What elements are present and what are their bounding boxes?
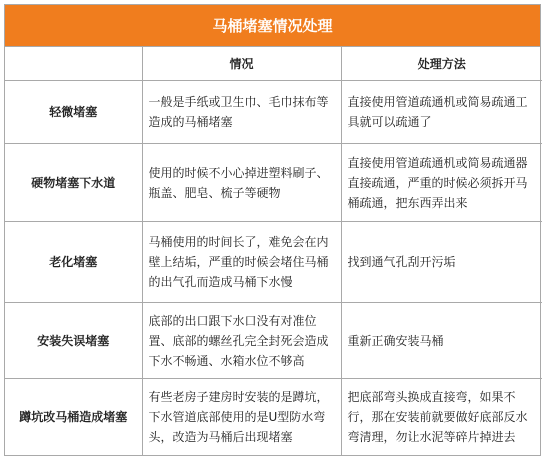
table-row bbox=[5, 81, 542, 144]
row-situation: 使用的时候不小心掉进塑料刷子、瓶盖、肥皂、梳子等硬物 bbox=[142, 144, 341, 222]
table-row bbox=[5, 144, 542, 222]
row-category: 安装失误堵塞 bbox=[5, 303, 142, 379]
header-blank bbox=[5, 47, 142, 81]
table-title: 马桶堵塞情况处理 bbox=[5, 5, 540, 47]
row-category: 硬物堵塞下水道 bbox=[5, 144, 142, 222]
table-row bbox=[5, 222, 542, 303]
info-table-container bbox=[4, 4, 541, 456]
row-situation: 马桶使用的时间长了，难免会在内壁上结垢，严重的时候会堵住马桶的出气孔而造成马桶下水慢 bbox=[142, 222, 341, 303]
row-method: 重新正确安装马桶 bbox=[341, 303, 542, 379]
header-method: 处理方法 bbox=[341, 47, 542, 81]
row-method: 把底部弯头换成直接弯，如果不行，那在安装前就要做好底部反水弯清理，勿让水泥等碎片掉进去 bbox=[341, 379, 542, 456]
header-row bbox=[5, 47, 542, 81]
header-situation: 情况 bbox=[142, 47, 341, 81]
row-situation: 有些老房子建房时安装的是蹲坑，下水管道底部使用的是U型防水弯头，改造为马桶后出现堵塞 bbox=[142, 379, 341, 456]
row-method: 直接使用管道疏通机或简易疏通工具就可以疏通了 bbox=[341, 81, 542, 144]
row-situation: 底部的出口跟下水口没有对准位置、底部的螺丝孔完全封死会造成下水不畅通、水箱水位不够高 bbox=[142, 303, 341, 379]
row-method: 直接使用管道疏通机或简易疏通器直接疏通，严重的时候必须拆开马桶疏通，把东西弄出来 bbox=[341, 144, 542, 222]
row-situation: 一般是手纸或卫生巾、毛巾抹布等造成的马桶堵塞 bbox=[142, 81, 341, 144]
row-category: 轻微堵塞 bbox=[5, 81, 142, 144]
row-category: 老化堵塞 bbox=[5, 222, 142, 303]
row-method: 找到通气孔刮开污垢 bbox=[341, 222, 542, 303]
table-row bbox=[5, 303, 542, 379]
table-row bbox=[5, 379, 542, 456]
clog-handling-table bbox=[5, 47, 542, 456]
row-category: 蹲坑改马桶造成堵塞 bbox=[5, 379, 142, 456]
